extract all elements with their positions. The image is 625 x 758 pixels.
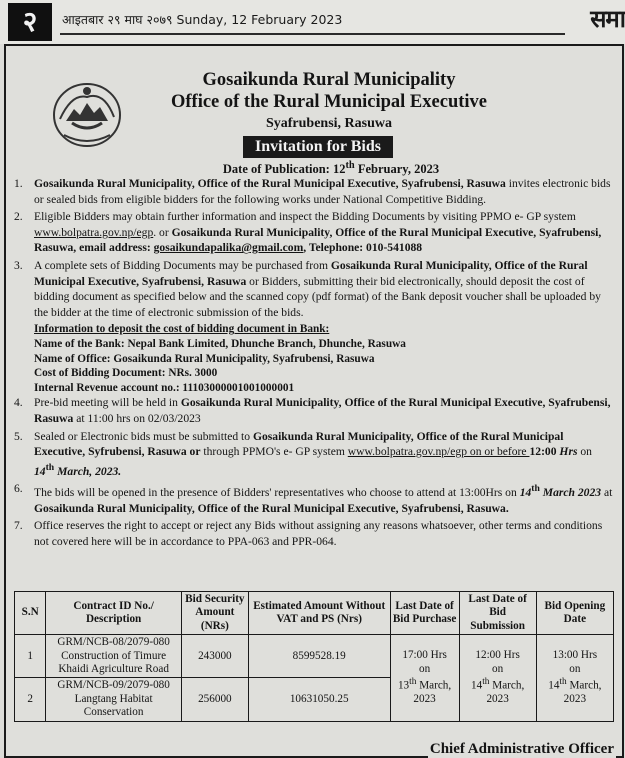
- deposit-cost: Cost of Bidding Document: NRs. 3000: [34, 367, 218, 380]
- clause-4-text: Pre-bid meeting will be held in: [34, 396, 181, 410]
- contract-id: GRM/NCB-09/2079-080: [57, 679, 170, 692]
- clause-1: [12, 176, 614, 207]
- dateline: [62, 11, 342, 28]
- clause-5-bold: Gosaikunda Rural Municipality, Office of the Rural Municipal Executive, Syfrubensi, Rasuwa or: [34, 429, 564, 459]
- deadline-on: on: [577, 445, 592, 459]
- clause-4-text2: at 11:00 hrs on 02/03/2023: [73, 411, 201, 425]
- col-purchase: Last Date of Bid Purchase: [390, 592, 459, 635]
- clause-number: 1.: [14, 177, 23, 190]
- purchase-on: on: [418, 662, 431, 675]
- col-contract: Contract ID No./ Description: [46, 592, 182, 635]
- opening-date: [539, 676, 611, 693]
- submission-date: [462, 676, 534, 693]
- clause-2-text: Eligible Bidders may obtain further information and inspect the Bidding Documents by visiting PPMO e- GP system: [34, 210, 576, 224]
- purchase-time: 17:00 Hrs: [402, 649, 447, 662]
- clause-3-bold: Gosaikunda Rural Municipality, Office of the Rural Municipal Executive, Syafrubensi, Rasuwa: [34, 258, 588, 288]
- clause-5-text: Sealed or Electronic bids must be submitted to: [34, 429, 253, 443]
- deadline-time: 12:00: [529, 445, 560, 459]
- pubdate-rest: February, 2023: [354, 162, 440, 177]
- opening-month-cell: March,: [566, 679, 602, 692]
- contract-id: GRM/NCB-08/2079-080: [57, 636, 170, 649]
- clause-7-text: Office reserves the right to accept or reject any Bids without assigning any reasons whatsoever, other terms and conditions not covered here will be in accordance to PPA-063 and PPR-064.: [34, 519, 603, 548]
- submission-sup: th: [482, 677, 490, 688]
- clause-2: [12, 209, 614, 256]
- cell-contract: [46, 678, 182, 721]
- purchase-month: March,: [416, 679, 452, 692]
- cell-security: 256000: [181, 678, 248, 721]
- opening-on: on: [569, 662, 581, 675]
- clause-3: [12, 258, 614, 320]
- submission-time: 12:00 Hrs: [475, 649, 520, 662]
- clause-2-bold: Gosaikunda Rural Municipality, Office of the Rural Municipal Executive, Syafrubensi, Rasuwa, email address:: [34, 225, 602, 255]
- deposit-info: [12, 322, 614, 395]
- pubdate-text: Date of Publication: 12: [222, 162, 346, 177]
- notice-title: Invitation for Bids: [243, 136, 393, 158]
- org-name: Gosaikunda Rural Municipality: [202, 70, 456, 90]
- deposit-bank: Name of the Bank: Nepal Bank Limited, Dhunche Branch, Dhunche, Rasuwa: [34, 337, 406, 350]
- clause-1-bold: Gosaikunda Rural Municipality, Office of the Rural Municipal Executive, Syafrubensi, Rasuwa: [34, 177, 506, 190]
- email-link[interactable]: gosaikundapalika@gmail.com: [153, 241, 304, 255]
- purchase-sup: th: [409, 677, 417, 688]
- deposit-office: Name of Office: Gosaikunda Rural Municipality, Syafrubensi, Rasuwa: [34, 352, 375, 365]
- clause-3-text: A complete sets of Bidding Documents may be purchased from: [34, 258, 331, 272]
- col-sn: S.N: [15, 592, 46, 635]
- clause-number: 3.: [14, 258, 23, 272]
- office-name: Office of the Rural Municipal Executive: [171, 92, 487, 112]
- contract-description: Langtang Habitat Conservation: [74, 692, 153, 719]
- purchase-day: 13: [397, 679, 410, 692]
- egp-link-2[interactable]: www.bolpatra.gov.np/egp on or before: [347, 445, 530, 459]
- cell-opening: [536, 635, 613, 721]
- clause-number: 4.: [14, 396, 23, 410]
- clause-2-phone: , Telephone: 010-541088: [303, 241, 423, 255]
- purchase-year: 2023: [413, 693, 436, 706]
- opening-sup: th: [531, 483, 540, 495]
- office-location: Syafrubensi, Rasuwa: [265, 116, 393, 131]
- cell-estimate: 8599528.19: [248, 635, 390, 678]
- submission-day: 14: [471, 679, 483, 692]
- bids-table: [14, 591, 614, 722]
- signatory-title: Chief Administrative Officer: [429, 741, 614, 757]
- deposit-heading: Information to deposit the cost of bidding document in Bank:: [34, 323, 330, 336]
- opening-day-cell: 14: [548, 679, 560, 692]
- deadline-month: March, 2023.: [54, 464, 122, 478]
- clause-4-bold: Gosaikunda Rural Municipality, Office of the Rural Municipal Executive, Syafrubensi, Rasuwa: [34, 396, 611, 425]
- contract-description: Construction of Timure Khaidi Agriculture Road: [58, 649, 169, 676]
- purchase-date: [393, 676, 457, 693]
- page-number: २: [8, 3, 52, 41]
- cell-security: 243000: [181, 635, 248, 678]
- cell-estimate: 10631050.25: [248, 678, 390, 721]
- clause-number: 5.: [14, 429, 23, 443]
- newspaper-name: समा: [590, 5, 625, 33]
- table-row: [15, 635, 614, 678]
- pubdate-sup: th: [345, 160, 355, 171]
- cell-sn: 2: [15, 678, 46, 721]
- submission-on: on: [492, 662, 504, 675]
- clause-6: [12, 481, 614, 516]
- clause-5: [12, 429, 614, 480]
- date-nepali: आइतबार २९ माघ २०७९: [62, 12, 173, 27]
- clause-number: 6.: [14, 482, 23, 496]
- clause-number: 7.: [14, 519, 23, 533]
- col-security: Bid Security Amount (NRs): [181, 592, 248, 635]
- clause-2-text2: . or: [153, 225, 172, 239]
- egp-link[interactable]: www.bolpatra.gov.np/egp: [34, 225, 154, 239]
- deadline-hrs: Hrs: [559, 445, 578, 459]
- col-submission: Last Date of Bid Submission: [459, 592, 536, 635]
- masthead-rule: [60, 33, 565, 35]
- clause-4: [12, 395, 614, 426]
- deadline-day: 14: [34, 464, 46, 478]
- opening-time: 13:00 Hrs: [552, 649, 598, 662]
- masthead: [0, 0, 625, 44]
- clause-6-text2: at: [601, 486, 613, 499]
- deadline-sup: th: [45, 461, 55, 473]
- clause-7: [12, 518, 614, 549]
- submission-year: 2023: [486, 693, 509, 706]
- deposit-account: Internal Revenue account no.: 11103000001001000001: [34, 381, 295, 394]
- cell-contract: [46, 635, 182, 678]
- submission-month: March,: [489, 679, 525, 692]
- opening-month: March 2023: [539, 486, 602, 499]
- clause-3-text2: or Bidders, submitting their bid electronically, should deposit the cost of bidding document as specified below and the scanned copy (pdf format) of the Bank deposit voucher shall be uploaded by the bidder at the time of electronic submission of the bids.: [34, 274, 601, 319]
- cell-sn: 1: [15, 635, 46, 678]
- opening-sup-cell: th: [559, 677, 567, 688]
- publication-date: [6, 160, 622, 177]
- opening-year: 2023: [563, 693, 587, 706]
- clause-number: 2.: [14, 210, 23, 224]
- col-opening: Bid Opening Date: [536, 592, 613, 635]
- table-header-row: [15, 592, 614, 635]
- clause-1-text: invites electronic bids or sealed bids from eligible bidders for the following works under National Competitive Bidding.: [34, 177, 611, 206]
- notice-body: [12, 176, 614, 551]
- bid-notice: [4, 44, 624, 758]
- cell-submission: [459, 635, 536, 721]
- col-estimate: Estimated Amount Without VAT and PS (Nrs): [248, 592, 390, 635]
- clause-6-bold: Gosaikunda Rural Municipality, Office of the Rural Municipal Executive, Syafrubensi, Rasuwa.: [34, 501, 509, 515]
- clause-6-text: The bids will be opened in the presence of Bidders' representatives who choose to attend at 13:00Hrs on: [34, 486, 520, 499]
- date-english: Sunday, 12 February 2023: [176, 12, 343, 27]
- opening-day: 14: [519, 486, 532, 499]
- clause-5-text2: through PPMO's e- GP system: [200, 445, 348, 459]
- cell-purchase: [390, 635, 459, 721]
